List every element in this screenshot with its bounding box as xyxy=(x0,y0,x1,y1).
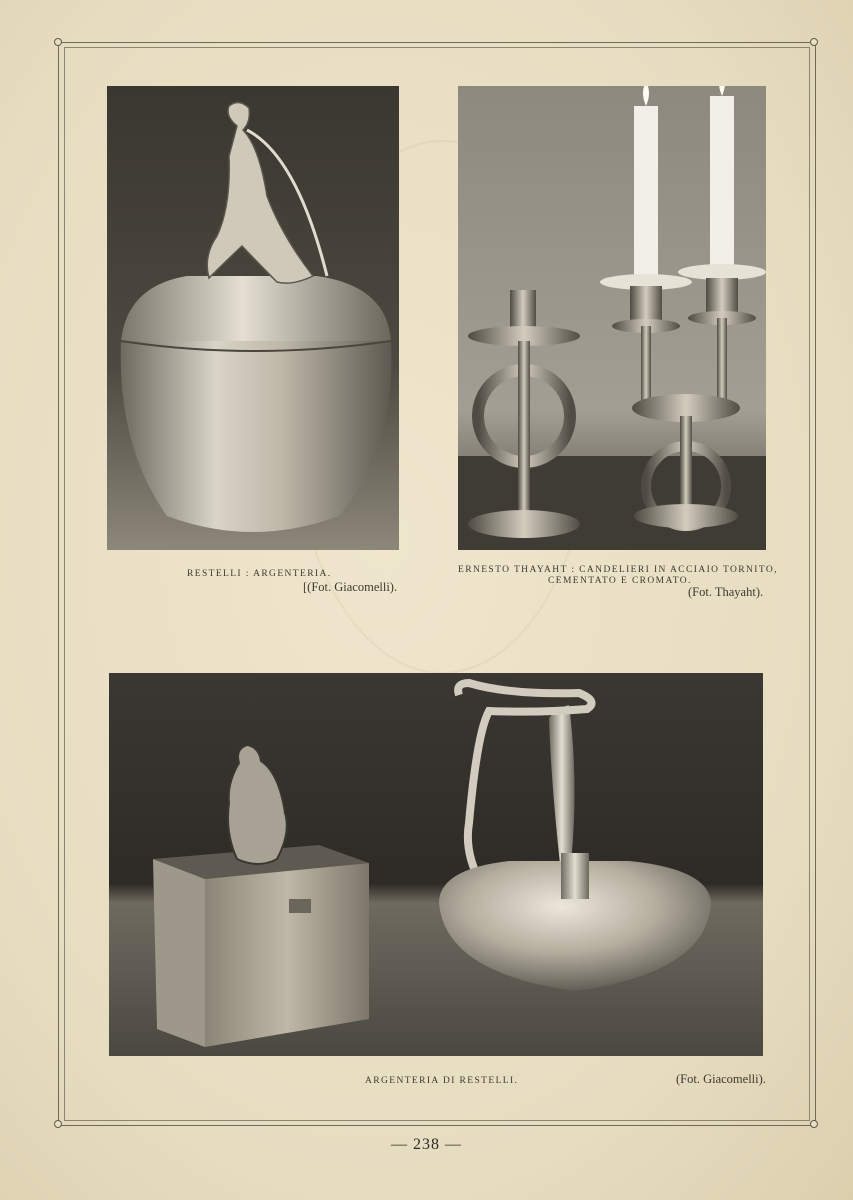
photo-silver-jar xyxy=(107,86,399,550)
caption-bottom: ARGENTERIA DI RESTELLI. xyxy=(365,1076,519,1086)
photo-candlesticks xyxy=(458,86,766,550)
credit-bottom: (Fot. Giacomelli). xyxy=(676,1072,766,1086)
frame-corner-ornament xyxy=(810,38,818,46)
frame-corner-ornament xyxy=(54,1120,62,1128)
caption-top-right-line1: ERNESTO THAYAHT : CANDELIERI IN ACCIAIO TORNITO, xyxy=(458,565,778,575)
caption-top-right-line2: CEMENTATO E CROMATO. xyxy=(548,576,692,586)
credit-top-left: [(Fot. Giacomelli). xyxy=(303,580,398,594)
photo-box-and-ewer xyxy=(109,673,763,1056)
frame-corner-ornament xyxy=(810,1120,818,1128)
credit-top-right: (Fot. Thayaht). xyxy=(688,585,764,599)
page-number: — 238 — xyxy=(391,1136,462,1153)
frame-corner-ornament xyxy=(54,38,62,46)
caption-top-left: RESTELLI : ARGENTERIA. xyxy=(187,569,332,579)
